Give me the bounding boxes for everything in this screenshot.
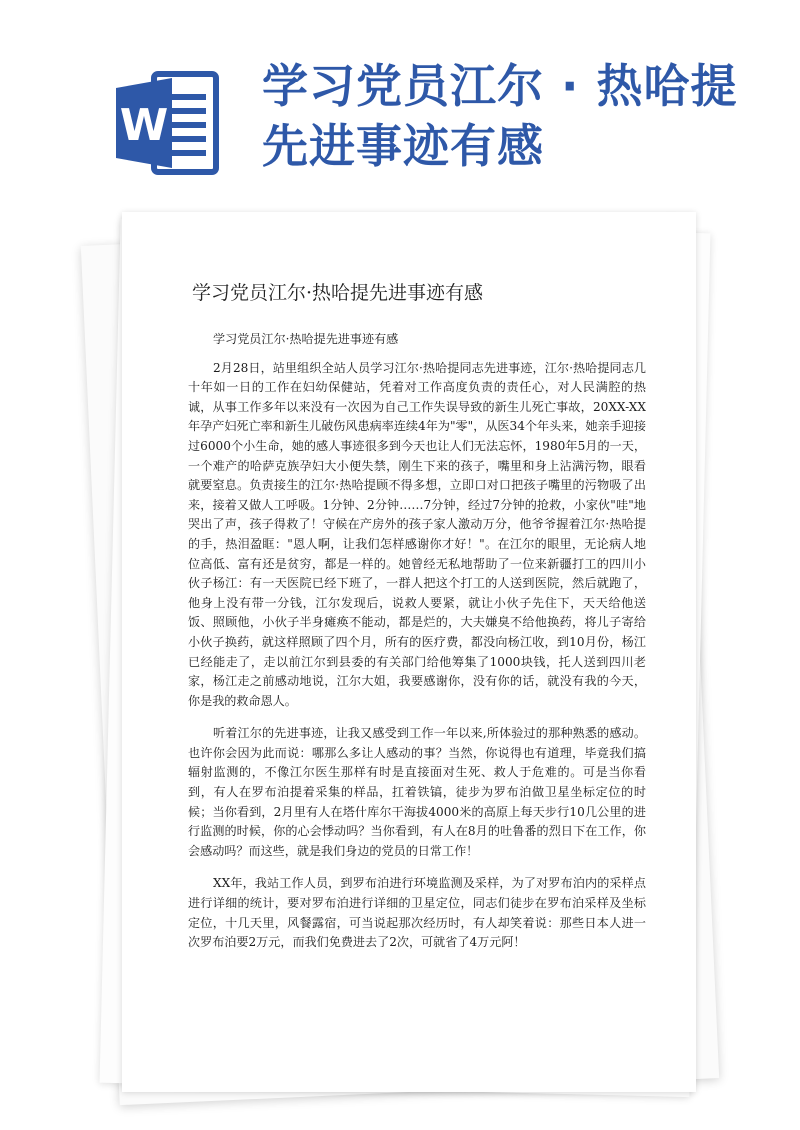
document-body bbox=[188, 330, 646, 966]
title-line-1: 学习党员江尔 · 热哈提 bbox=[262, 59, 738, 113]
paragraph-3: XX年，我站工作人员，到罗布泊进行环境监测及采样，为了对罗布泊内的采样点进行详细的统计，要对罗布泊进行详细的卫星定位，同志们徒步在罗布泊采样及坐标定位，十几天里，风餐露宿，可当说起那次经历时，有人却笑着说：那些日本人进一次罗布泊要2万元，而我们免费进去了2次，可就省了4万元阿！ bbox=[188, 876, 646, 950]
paragraph-1: 2月28日，站里组织全站人员学习江尔·热哈提同志先进事迹，江尔·热哈提同志几十年如一日的工作在妇幼保健站，凭着对工作高度负责的责任心，对人民满腔的热诚，从事工作多年以来没有一次因为自己工作失误导致的新生儿死亡事故，20XX-XX年孕产妇死亡率和新生儿破伤风患病率连续4年为"零"，从医34个年头来，她亲手迎接过6000个小生命，她的感人事迹很多到今天也让人们无法忘怀，1980年5月的一天，一个难产的哈萨克族孕妇大小便失禁，刚生下来的孩子，嘴里和身上沾满污物，眼看就要窒息。负责接生的江尔·热哈提顾不得多想，立即口对口把孩子嘴里的污物吸了出来，接着又做人工呼吸。1分钟、2分钟……7分钟，经过7分钟的抢救，小家伙"哇"地哭出了声，孩子得救了！守候在产房外的孩子家人激动万分，他爷爷握着江尔·热哈提的手，热泪盈眶："恩人啊，让我们怎样感谢你才好！"。在江尔的眼里，无论病人地位高低、富有还是贫穷，都是一样的。她曾经无私地帮助了一位来新疆打工的四川小伙子杨江：有一天医院已经下班了，一群人把这个打工的人送到医院，然后就跑了，他身上没有带一分钱，江尔发现后，说救人要紧，就让小伙子先住下，天天给他送饭、照顾他，小伙子半身瘫痪不能动，都是烂的，大夫嫌臭不给他换药，将儿子寄给小伙子换药，就这样照顾了四个月，所有的医疗费，都没向杨江收，到10月份，杨江已经能走了，走以前江尔到县委的有关部门给他筹集了1000块钱，托人送到四川老家，杨江走之前感动地说，江尔大姐，我要感谢你，没有你的话，就没有我的今天，你是我的救命恩人。 bbox=[188, 360, 646, 708]
page-title bbox=[262, 56, 782, 176]
document-title: 学习党员江尔·热哈提先进事迹有感 bbox=[192, 282, 484, 304]
title-line-2: 先进事迹有感 bbox=[262, 119, 544, 173]
word-document-icon bbox=[112, 68, 222, 178]
paragraph-2: 听着江尔的先进事迹，让我又感受到工作一年以来,所体验过的那种熟悉的感动。也许你会因为此而说：哪那么多让人感动的事？当然，你说得也有道理，毕竟我们搞辐射监测的，不像江尔医生那样有时是直接面对生死、救人于危难的。可是当你看到，有人在罗布泊提着采集的样品，扛着铁镐，徒步为罗布泊做卫星坐标定位的时候；当你看到，2月里有人在塔什库尔干海拔4000米的高原上每天步行10几公里的进行监测的时候，你的心会悸动吗？当你看到，有人在8月的吐鲁番的烈日下在工作，你会感动吗？而这些，就是我们身边的党员的日常工作！ bbox=[188, 726, 646, 858]
header bbox=[0, 0, 800, 200]
document-subtitle: 学习党员江尔·热哈提先进事迹有感 bbox=[213, 332, 399, 346]
word-icon-letter: W bbox=[119, 100, 169, 151]
document-page bbox=[122, 212, 696, 1092]
